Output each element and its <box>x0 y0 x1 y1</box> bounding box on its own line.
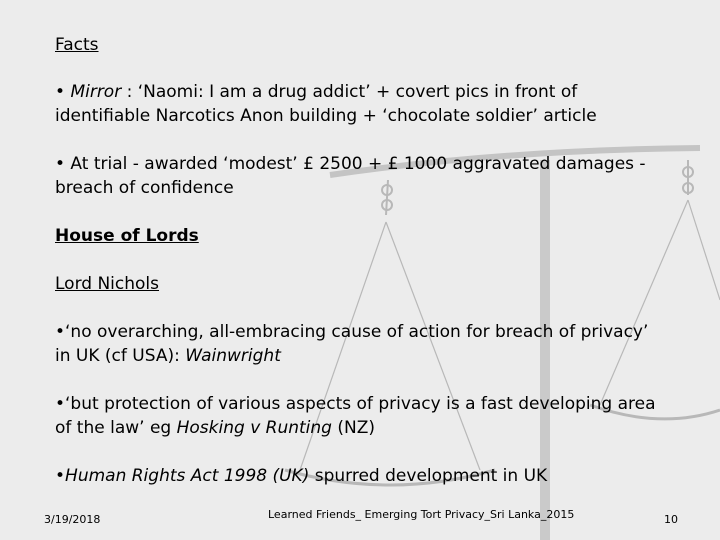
human-rights-act: Human Rights Act 1998 (UK) <box>65 466 310 486</box>
bullet: • <box>55 322 66 342</box>
house-of-lords-heading: House of Lords <box>55 226 199 246</box>
quote-1-text: ‘no overarching, all-embracing cause of action for breach of privacy’ <box>65 322 649 342</box>
quote-3-post: spurred development in UK <box>309 466 548 486</box>
fact-1-text: : ‘Naomi: I am a drug addict’ + covert pics in front of <box>121 82 578 102</box>
fact-2-line-2: breach of confidence <box>55 178 234 198</box>
quote-2-line-1 <box>55 392 656 416</box>
quote-1-pre: in UK (cf USA): <box>55 346 186 366</box>
footer-date: 3/19/2018 <box>44 513 101 526</box>
fact-1-line-2: identifiable Narcotics Anon building + ‘chocolate soldier’ article <box>55 106 597 126</box>
page-number: 10 <box>664 513 678 526</box>
bullet: • <box>55 82 66 102</box>
bullet: • <box>55 154 66 174</box>
quote-2-post: (NZ) <box>331 418 375 438</box>
fact-2-text: At trial - awarded ‘modest’ £ 2500 + £ 1000 aggravated damages - <box>65 154 646 174</box>
quote-2-line-2 <box>55 416 375 440</box>
quote-2-pre: of the law’ eg <box>55 418 177 438</box>
lord-nichols-heading: Lord Nichols <box>55 274 160 294</box>
fact-2-line-1 <box>55 152 646 176</box>
quote-3-line-1 <box>55 464 547 488</box>
mirror-text: Mirror <box>70 82 122 102</box>
quote-2-text: ‘but protection of various aspects of privacy is a fast developing area <box>65 394 656 414</box>
footer-title: Learned Friends_ Emerging Tort Privacy_Sri Lanka_2015 <box>268 508 575 521</box>
bullet: • <box>55 394 66 414</box>
quote-1-line-1 <box>55 320 648 344</box>
case-wainwright: Wainwright <box>185 346 281 366</box>
fact-1-line-1 <box>55 80 577 104</box>
quote-1-line-2 <box>55 344 281 368</box>
bullet: • <box>55 466 66 486</box>
facts-heading: Facts <box>55 35 99 55</box>
case-hosking-v-runting: Hosking v Runting <box>176 418 332 438</box>
